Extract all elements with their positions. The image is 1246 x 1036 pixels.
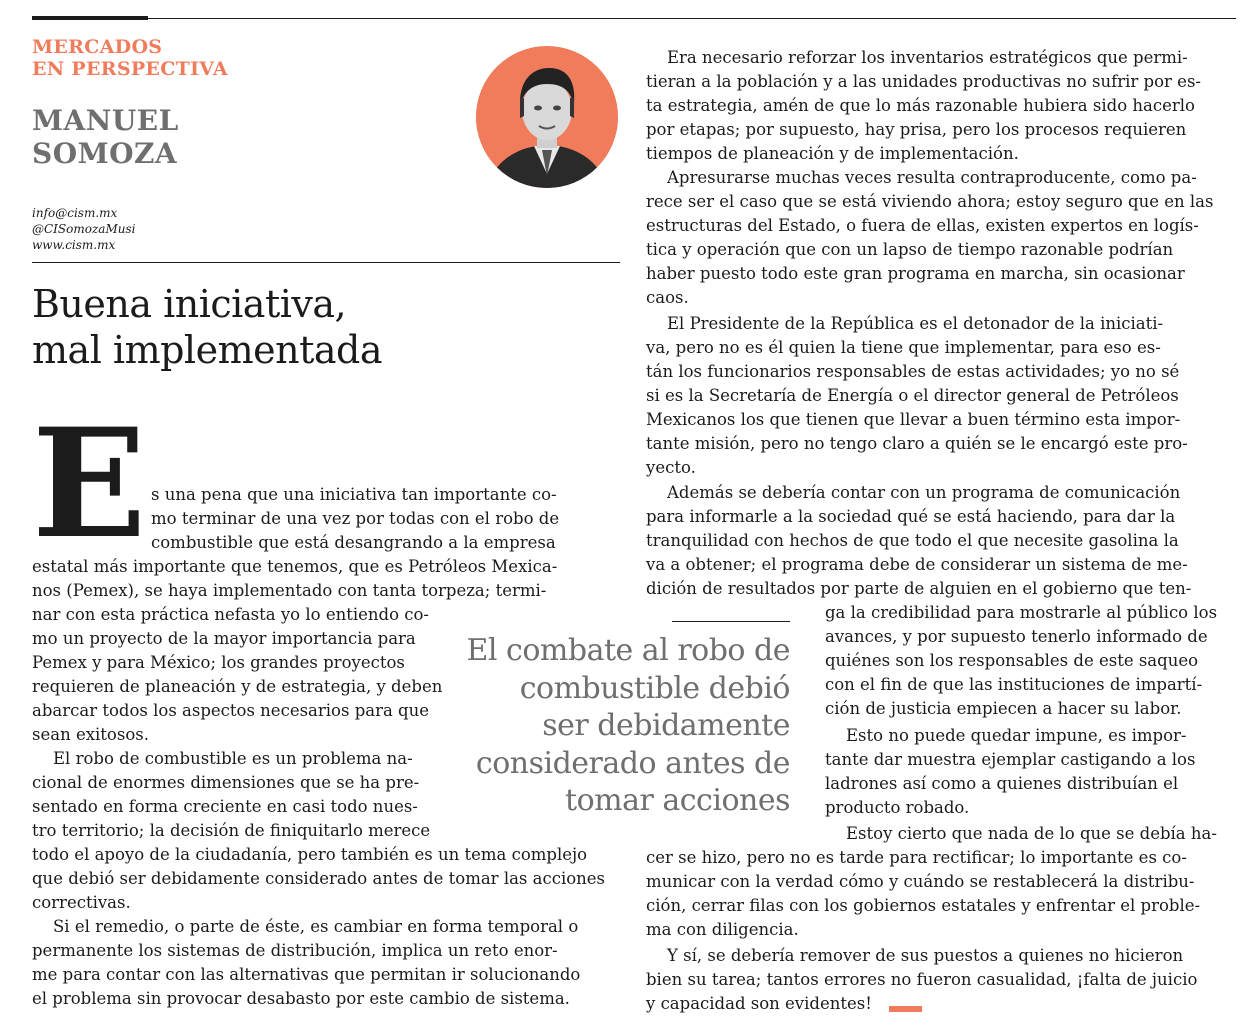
body-line: quiénes son los responsables de este saqueo	[825, 651, 1199, 670]
body-line: tán los funcionarios responsables de estas actividades; yo no sé	[646, 362, 1180, 381]
body-line: municar con la verdad cómo y cuándo se restablecerá la distribu-	[646, 872, 1195, 891]
body-line: Apresurarse muchas veces resulta contraproducente, como pa-	[667, 168, 1197, 187]
body-line: cional de enormes dimensiones que se ha pre-	[32, 773, 420, 792]
section-title-line-2: EN PERSPECTIVA	[32, 58, 228, 80]
body-line: nar con esta práctica nefasta yo lo entiendo co-	[32, 605, 429, 624]
body-line: avances, y por supuesto tenerlo informado de	[825, 627, 1208, 646]
author-twitter: @CISomozaMusi	[32, 222, 136, 236]
body-line: bien su tarea; tantos errores no fueron casualidad, ¡falta de juicio	[646, 970, 1198, 989]
body-line: y capacidad son evidentes!	[646, 994, 872, 1013]
body-line: Si el remedio, o parte de éste, es cambiar en forma temporal o	[53, 917, 579, 936]
body-line: ción de justicia empiecen a hacer su labor.	[825, 699, 1182, 718]
body-line: me para contar con las alternativas que permitan ir solucionando	[32, 965, 581, 984]
body-line: abarcar todos los aspectos necesarios para que	[32, 701, 430, 720]
body-line: mo un proyecto de la mayor importancia para	[32, 629, 416, 648]
pullquote-line: El combate al robo de	[466, 633, 790, 668]
body-line: rece ser el caso que se está viviendo ahora; estoy seguro que en las	[646, 192, 1214, 211]
pullquote-rule	[672, 621, 790, 622]
body-line: sean exitosos.	[32, 725, 149, 744]
author-first-name: MANUEL	[32, 104, 179, 137]
header-divider	[32, 262, 620, 263]
body-line: ga la credibilidad para mostrarle al público los	[825, 603, 1218, 622]
body-line: El robo de combustible es un problema na-	[53, 749, 413, 768]
body-line: tro territorio; la decisión de finiquitarlo merece	[32, 821, 431, 840]
body-line: estructuras del Estado, o fuera de ellas, existen expertos en logís-	[646, 216, 1199, 235]
body-line: tranquilidad con hechos de que todo el que necesite gasolina la	[646, 531, 1179, 550]
article-end-mark	[889, 1006, 922, 1012]
body-line: ma con diligencia.	[646, 920, 799, 939]
body-line: Y sí, se debería remover de sus puestos a quienes no hicieron	[667, 946, 1184, 965]
body-line: ta estrategia, amén de que lo más razonable hubiera sido hacerlo	[646, 96, 1195, 115]
pull-quote	[467, 632, 790, 820]
pullquote-line: considerado antes de	[475, 745, 790, 781]
body-line: haber puesto todo este gran programa en marcha, sin ocasionar	[646, 264, 1185, 283]
author-portrait-icon	[476, 46, 618, 188]
body-line: va a obtener; el programa debe de considerar un sistema de me-	[646, 555, 1188, 574]
body-line: yecto.	[646, 458, 696, 477]
body-line: tieran a la población y a las unidades productivas no sufrir por es-	[646, 72, 1201, 91]
pullquote-line: tomar acciones	[565, 783, 790, 818]
body-line: con el fin de que las instituciones de impartí-	[825, 675, 1203, 694]
body-line: por etapas; por supuesto, hay prisa, pero los procesos requieren	[646, 120, 1187, 139]
body-line: s una pena que una iniciativa tan importante co-	[151, 485, 557, 504]
body-line: tante misión, pero no tengo claro a quién se le encargó este pro-	[646, 434, 1188, 453]
body-line: nos (Pemex), se haya implementado con tanta torpeza; termi-	[32, 581, 547, 600]
body-line: tante dar muestra ejemplar castigando a los	[825, 750, 1196, 769]
body-line: permanente los sistemas de distribución, implica un reto enor-	[32, 941, 558, 960]
author-name	[32, 104, 332, 170]
body-line: que debió ser debidamente considerado antes de tomar las acciones	[32, 869, 606, 888]
body-line: ladrones así como a quienes distribuían el	[825, 774, 1179, 793]
author-contact	[32, 205, 332, 253]
body-line: mo terminar de una vez por todas con el robo de	[151, 509, 560, 528]
section-title-line-1: MERCADOS	[32, 36, 163, 58]
body-line: para informarle a la sociedad qué se está haciendo, para dar la	[646, 507, 1176, 526]
column-section-title	[32, 36, 332, 80]
author-last-name: SOMOZA	[32, 137, 178, 170]
article-headline	[32, 281, 622, 373]
author-photo	[476, 46, 618, 188]
body-line: tica y operación que con un lapso de tiempo razonable podrían	[646, 240, 1174, 259]
author-website: www.cism.mx	[32, 238, 116, 252]
headline-line-2: mal implementada	[32, 328, 382, 372]
body-line: el problema sin provocar desabasto por este cambio de sistema.	[32, 989, 570, 1008]
body-line: si es la Secretaría de Energía o el director general de Petróleos	[646, 386, 1179, 405]
body-line: ción, cerrar filas con los gobiernos estatales y enfrentar el proble-	[646, 896, 1201, 915]
body-line: Era necesario reforzar los inventarios estratégicos que permi-	[667, 48, 1188, 67]
body-line: Mexicanos los que tienen que llevar a buen término esta impor-	[646, 410, 1181, 429]
body-line: sentado en forma creciente en casi todo nues-	[32, 797, 418, 816]
body-line: correctivas.	[32, 893, 131, 912]
body-line: Esto no puede quedar impune, es impor-	[846, 726, 1187, 745]
drop-cap: E	[32, 396, 147, 572]
pullquote-line: ser debidamente	[542, 708, 790, 743]
body-line: producto robado.	[825, 798, 970, 817]
author-email: info@cism.mx	[32, 206, 118, 220]
pullquote-line: combustible debió	[519, 670, 790, 706]
body-line: Estoy cierto que nada de lo que se debía ha-	[846, 824, 1217, 843]
body-line: Además se debería contar con un programa de comunicación	[667, 483, 1181, 502]
headline-line-1: Buena iniciativa,	[32, 282, 347, 326]
body-line: tiempos de planeación y de implementación.	[646, 144, 1019, 163]
body-line: caos.	[646, 288, 689, 307]
body-line: cer se hizo, pero no es tarde para rectificar; lo importante es co-	[646, 848, 1187, 867]
body-line: todo el apoyo de la ciudadanía, pero también es un tema complejo	[32, 845, 588, 864]
body-line: dición de resultados por parte de alguien en el gobierno que ten-	[646, 579, 1192, 598]
body-line: El Presidente de la República es el detonador de la iniciati-	[667, 314, 1164, 333]
body-line: combustible que está desangrando a la empresa	[151, 533, 556, 552]
body-line: va, pero no es él quien la tiene que implementar, para eso es-	[646, 338, 1161, 357]
top-rule-accent	[32, 16, 148, 20]
body-line: estatal más importante que tenemos, que es Petróleos Mexica-	[32, 557, 558, 576]
top-rule	[148, 18, 1236, 19]
body-line: requieren de planeación y de estrategia, y deben	[32, 677, 443, 696]
body-line: Pemex y para México; los grandes proyectos	[32, 653, 405, 672]
